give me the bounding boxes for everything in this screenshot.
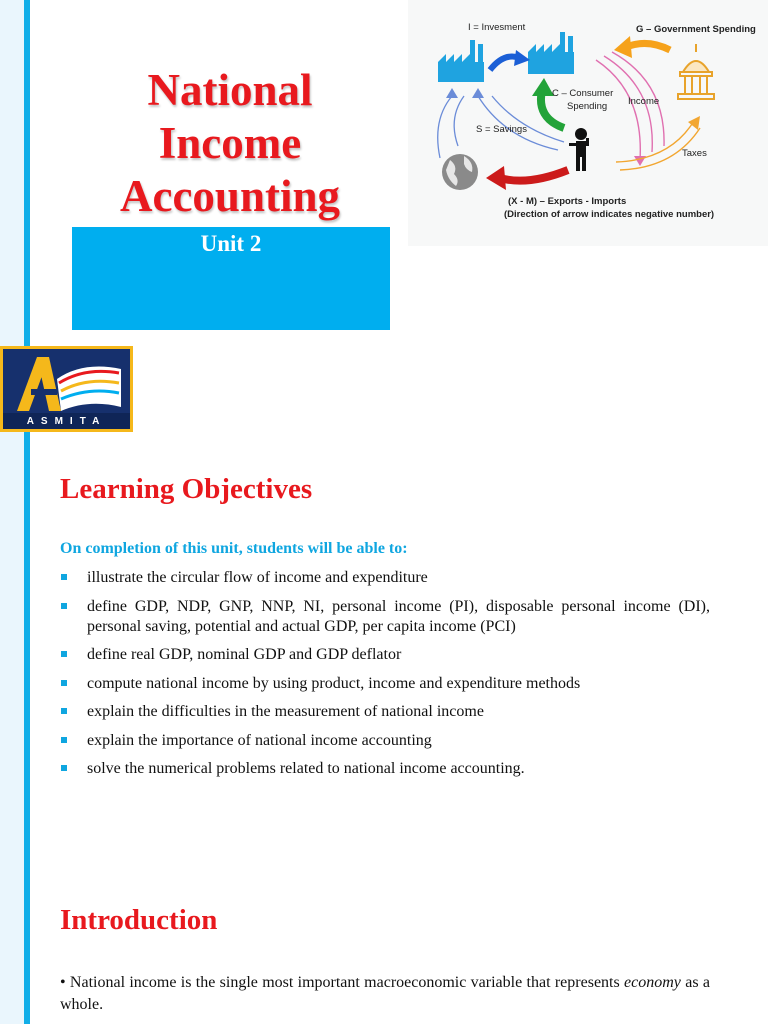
side-strip-light — [0, 0, 24, 1024]
asmita-logo — [0, 346, 133, 432]
capitol-icon — [678, 44, 714, 99]
learning-objectives-heading: Learning Objectives — [60, 473, 313, 505]
intro-text-after: as a whole. — [60, 974, 710, 1013]
list-item — [60, 731, 710, 751]
objective-text: define real GDP, nominal GDP and GDP deflator — [87, 646, 402, 663]
list-item — [60, 568, 710, 588]
intro-text-before: • National income is the single most important macroeconomic variable that represents — [60, 974, 625, 991]
savings-flow-arrowhead-icon — [446, 88, 458, 98]
net-exports-label-line1: (X - M) – Exports - Imports — [508, 196, 627, 207]
savings-flow-arrow-icon — [454, 96, 464, 146]
bullet-icon — [61, 737, 67, 743]
objective-text: solve the numerical problems related to national income accounting. — [87, 760, 525, 777]
objective-text: define GDP, NDP, GNP, NNP, NI, personal income (PI), disposable personal income (DI), personal saving, potential and actual GDP, per capita income (PCI) — [87, 597, 710, 635]
logo-text: ASMITA — [26, 416, 107, 427]
objective-text: explain the importance of national income accounting — [87, 731, 432, 749]
savings-flow-arrow-icon — [478, 96, 558, 150]
savings-flow-arrow-icon — [438, 96, 452, 158]
list-item — [60, 702, 710, 722]
objectives-intro: On completion of this unit, students will be able to: — [60, 540, 408, 557]
globe-icon — [442, 154, 478, 190]
factory-icon — [438, 40, 484, 82]
government-label: G – Government Spending — [636, 24, 756, 35]
title-line-2: Income — [158, 118, 302, 168]
list-item — [60, 674, 710, 694]
side-strip-blue — [24, 0, 30, 1024]
objectives-list — [60, 568, 710, 788]
bullet-icon — [61, 574, 67, 580]
unit-box — [72, 227, 390, 330]
objective-text: explain the difficulties in the measurement of national income — [87, 703, 484, 720]
unit-label: Unit 2 — [200, 231, 262, 256]
list-item — [60, 597, 710, 637]
title-line-3: Accounting — [119, 171, 340, 221]
bullet-icon — [61, 708, 67, 714]
circular-flow-diagram — [408, 0, 768, 246]
list-item — [60, 645, 710, 665]
objective-text: compute national income by using product, income and expenditure methods — [87, 674, 581, 692]
income-label: Income — [628, 96, 660, 107]
consumer-arrowhead-icon — [532, 78, 554, 96]
consumer-label-line2: Spending — [567, 101, 608, 112]
savings-label: S = Savings — [476, 124, 527, 135]
objective-text: illustrate the circular flow of income and expenditure — [87, 569, 428, 586]
savings-flow-arrowhead-icon — [472, 88, 484, 98]
introduction-heading: Introduction — [60, 904, 218, 936]
title-line-1: National — [147, 65, 313, 115]
bullet-icon — [61, 651, 67, 657]
list-item — [60, 759, 710, 779]
taxes-flow-arrow-icon — [616, 124, 692, 162]
consumer-label-line1: C – Consumer — [552, 88, 614, 99]
net-exports-arrow-icon — [500, 170, 568, 181]
net-exports-label-line2: (Direction of arrow indicates negative number) — [504, 209, 715, 220]
factory-icon — [528, 32, 574, 74]
investment-label: I = Invesment — [468, 22, 526, 33]
introduction-paragraph — [60, 972, 710, 1016]
taxes-label: Taxes — [682, 148, 707, 159]
bullet-icon — [61, 603, 67, 609]
intro-text-emphasis: economy — [624, 974, 681, 991]
person-icon — [569, 128, 589, 171]
cover-title — [60, 64, 400, 223]
bullet-icon — [61, 680, 67, 686]
bullet-icon — [61, 765, 67, 771]
net-exports-arrowhead-icon — [486, 166, 506, 190]
investment-arrowhead-icon — [514, 50, 530, 66]
